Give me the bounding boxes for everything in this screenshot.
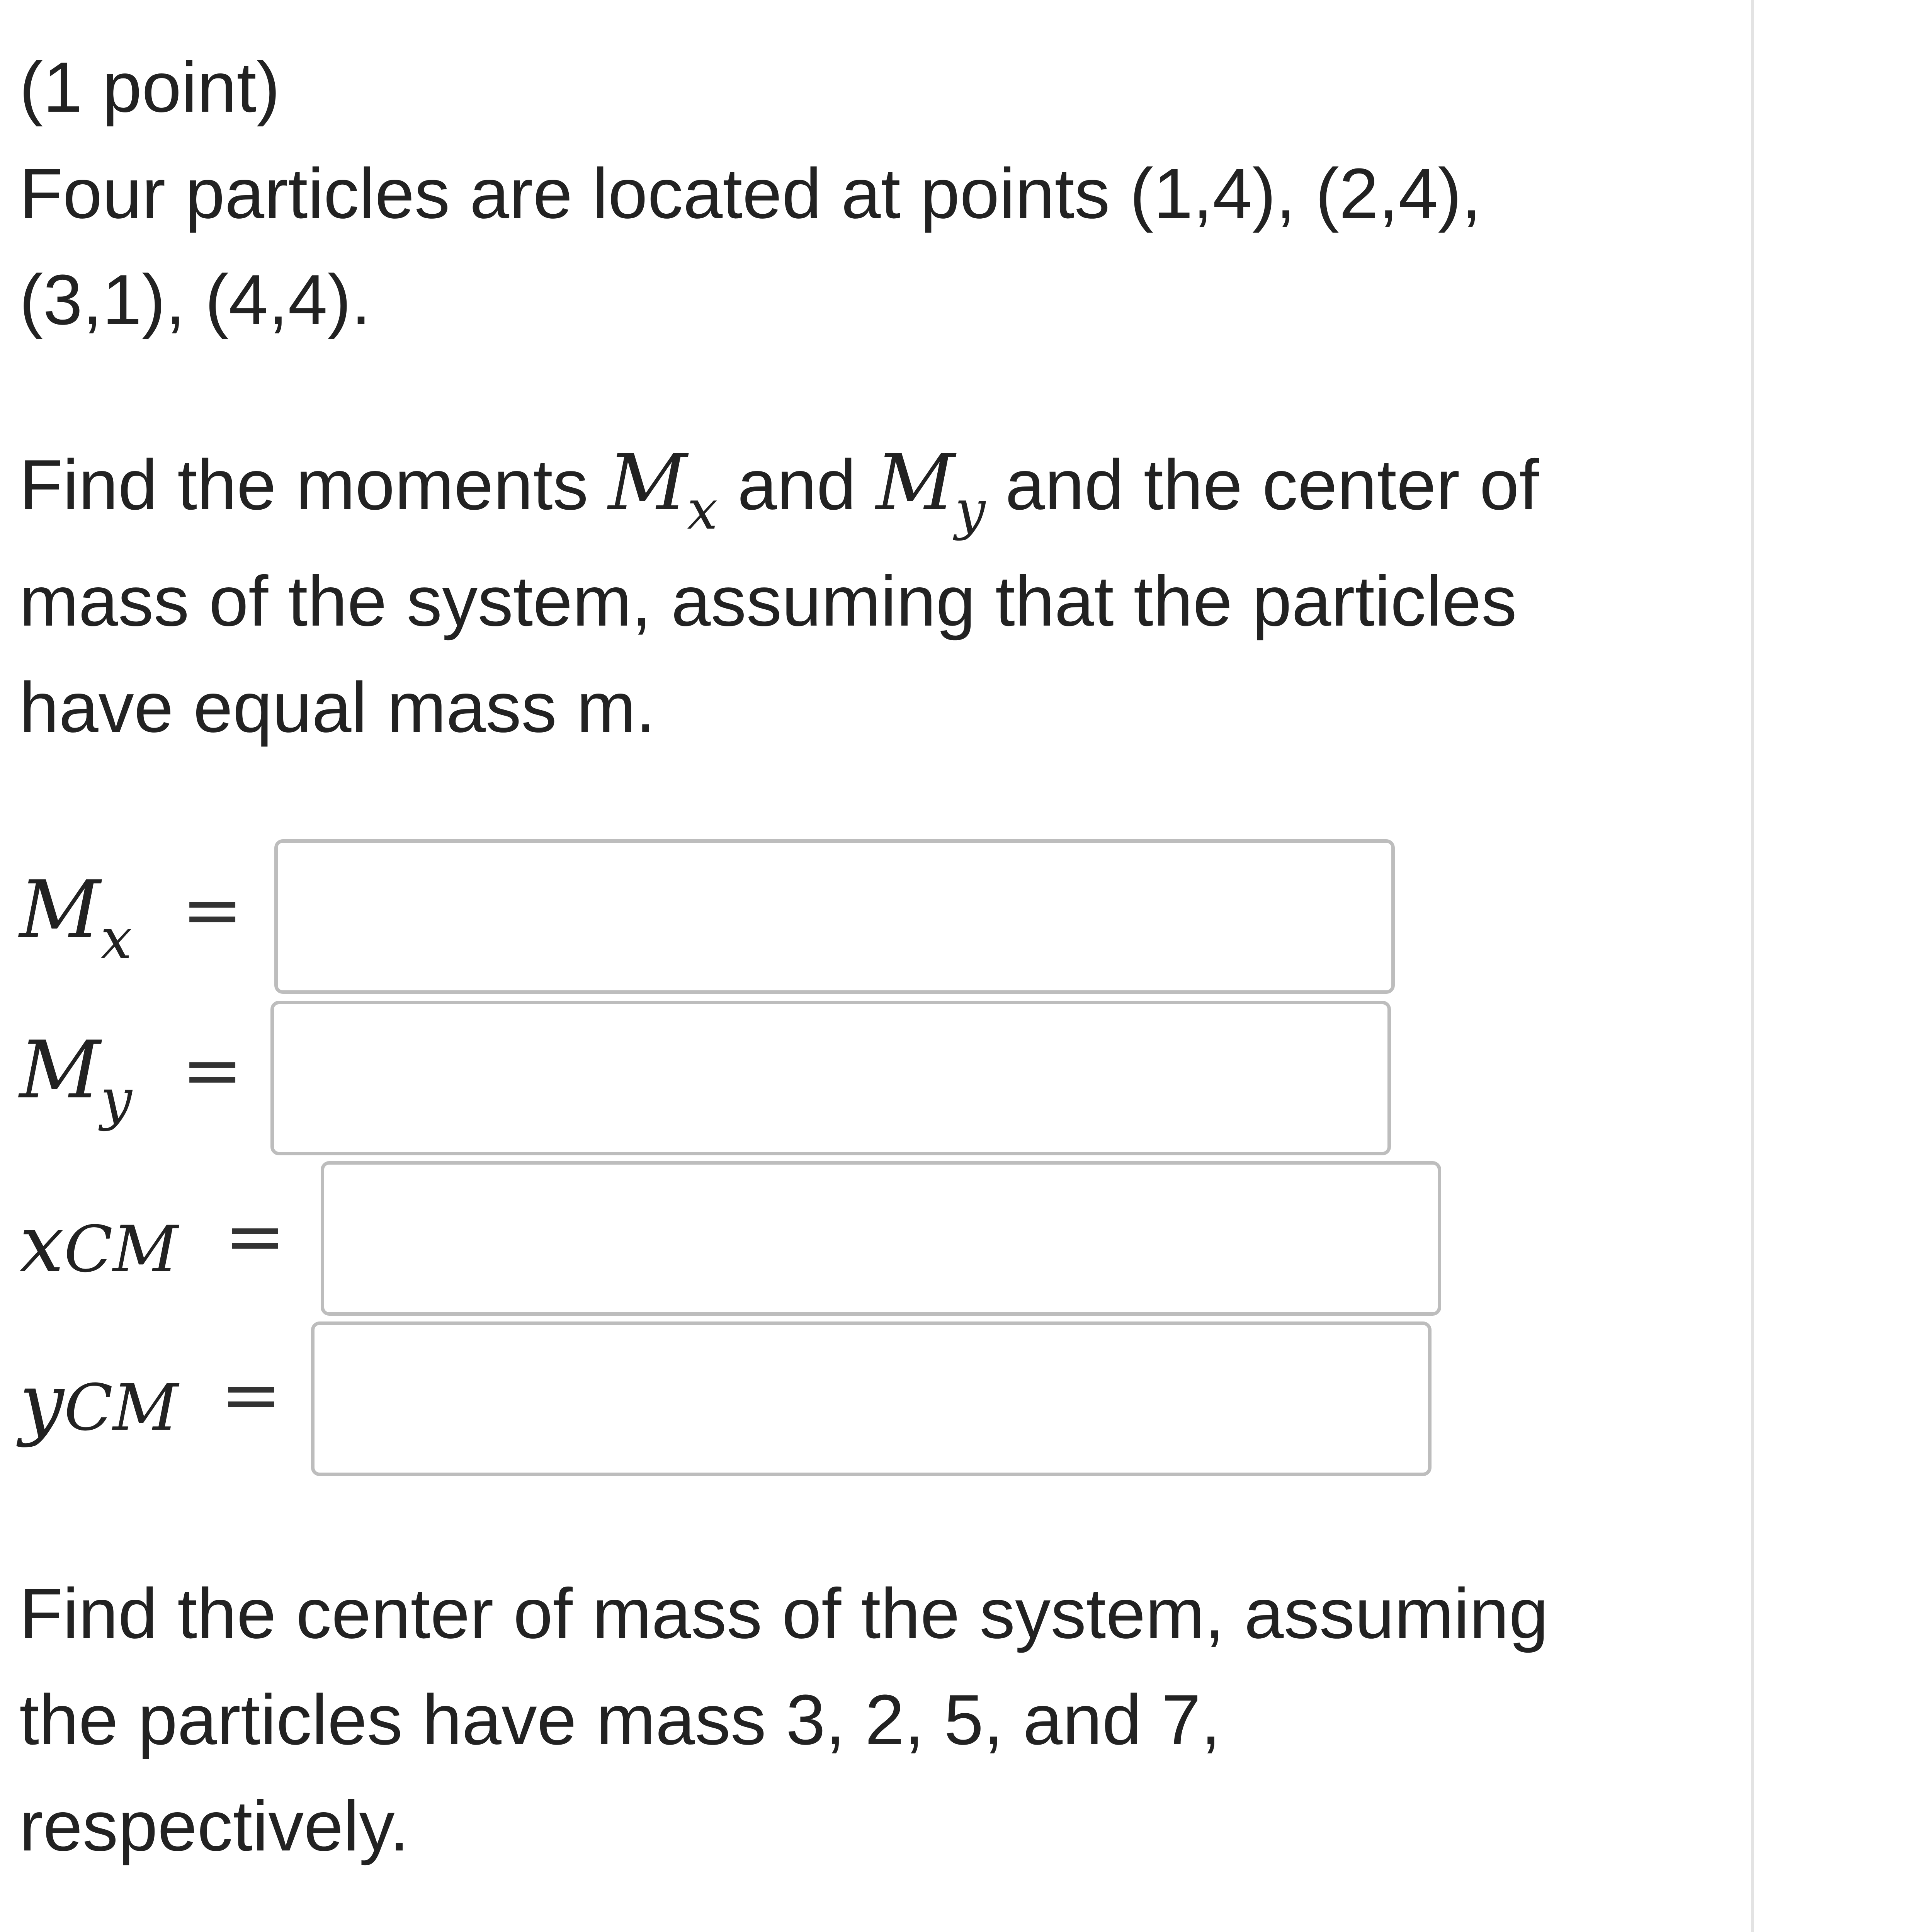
my-label: $M_y$ [19,1024,132,1132]
mx-symbol: $M_x$ [608,438,718,542]
my-symbol: $M_y$ [876,438,986,542]
ycm-answer-input[interactable] [311,1321,1432,1476]
mx-answer-input[interactable] [274,839,1395,994]
points-label: (1 point) [19,47,280,127]
part1-prompt-line3: have equal mass m. [19,667,656,747]
ycm-equals: = [220,1352,282,1437]
part1-prompt-line2: mass of the system, assuming that the particles [19,561,1517,641]
xcm-equals: = [224,1194,286,1279]
mx-label: $M_x$ [19,864,132,972]
ycm-label: yCM [19,1357,179,1449]
part1-prompt-end: and the center of [1005,445,1539,524]
part1-prompt-start: Find the moments [19,445,588,524]
mx-equals: = [182,867,243,952]
xcm-answer-input[interactable] [321,1161,1441,1316]
my-equals: = [182,1027,243,1113]
xcm-label: xCM [19,1198,178,1290]
my-answer-input[interactable] [270,1001,1391,1155]
part1-and-word: and [737,445,856,524]
part2-prompt-line2: the particles have mass 3, 2, 5, and 7, [19,1680,1221,1759]
part2-prompt-line3: respectively. [19,1786,409,1866]
part2-prompt-line1: Find the center of mass of the system, assuming [19,1573,1549,1653]
problem-intro-line1: Four particles are located at points (1,4), (2,4), [19,153,1481,233]
part1-prompt-line1 [19,431,1539,543]
problem-intro-line2: (3,1), (4,4). [19,260,371,339]
